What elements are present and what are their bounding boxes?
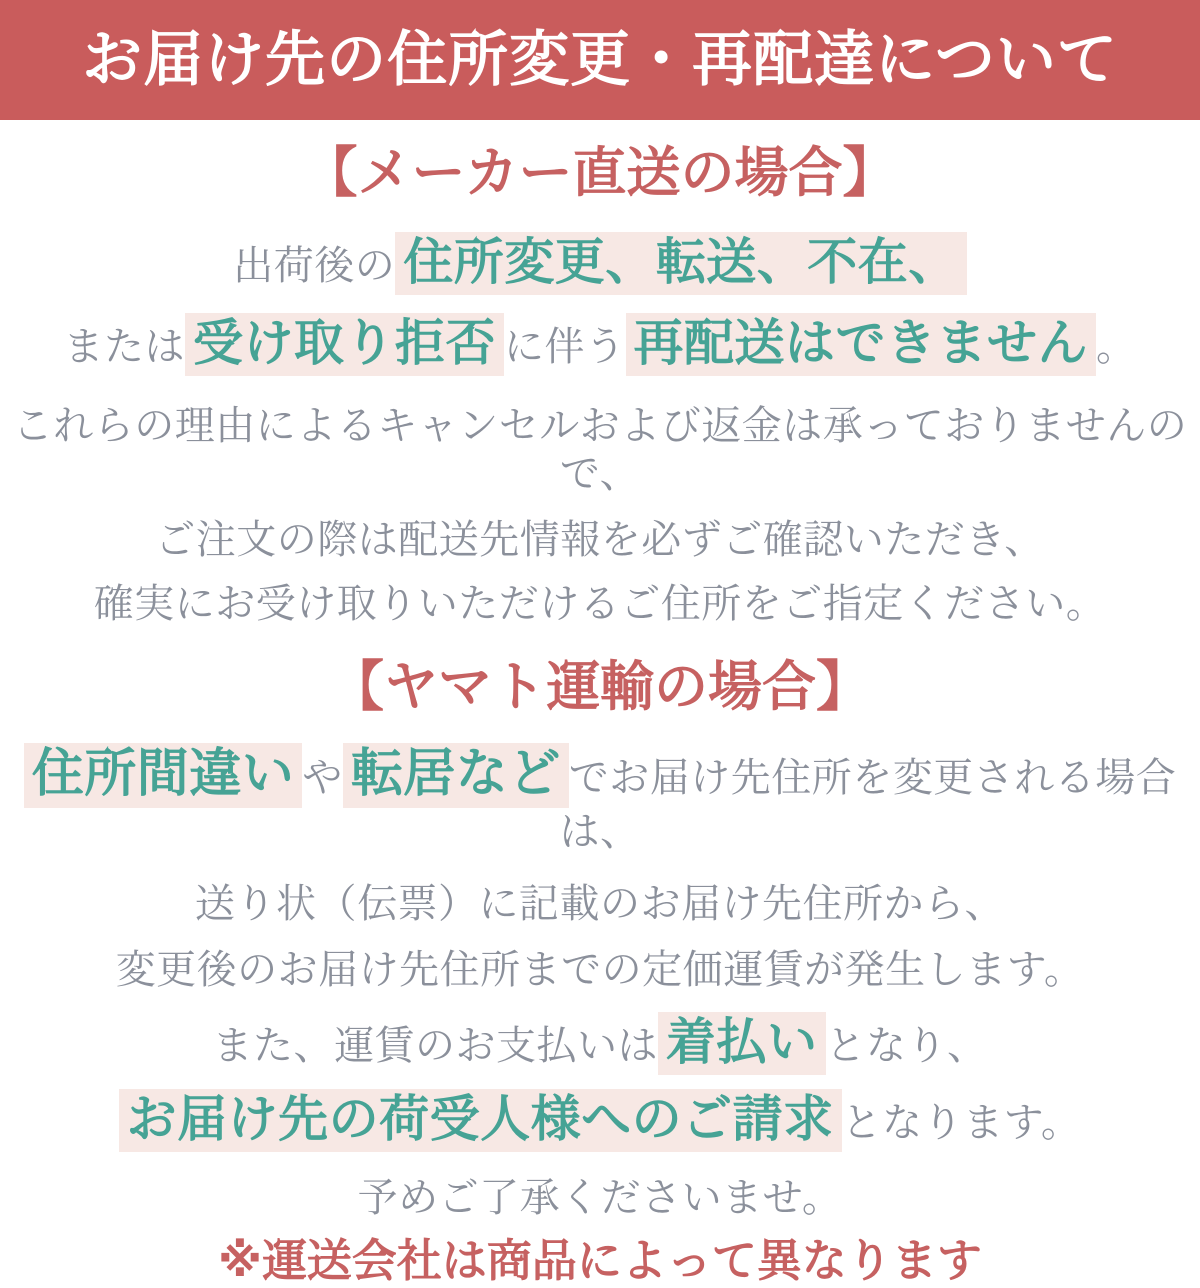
highlight-run: 再配送はできません	[626, 313, 1097, 376]
maker-line-confirm-info: ご注文の際は配送先情報を必ずご確認いただき、	[155, 517, 1045, 562]
yamato-line-freight-charge: 変更後のお届け先住所までの定価運賃が発生します。	[115, 948, 1085, 993]
page-title: お届け先の住所変更・再配達について	[82, 26, 1118, 93]
highlight-run: 着払い	[658, 1012, 826, 1075]
section-heading-maker-direct: 【メーカー直送の場合】	[303, 143, 897, 203]
text-run: または	[63, 324, 185, 369]
notice-body	[0, 140, 1200, 1288]
footnote-carrier-varies: ※運送会社は商品によって異なります	[218, 1235, 982, 1287]
maker-line-address-change	[0, 232, 1200, 295]
banner	[0, 0, 1200, 120]
text-run: でお届け先住所を変更される場合は、	[559, 756, 1177, 855]
text-run: また、運賃のお支払いは	[212, 1024, 658, 1069]
section-heading-yamato: 【ヤマト運輸の場合】	[330, 656, 870, 717]
yamato-line-wrong-address	[0, 743, 1200, 856]
yamato-line-invoice-address: 送り状（伝票）に記載のお届け先住所から、	[195, 882, 1005, 927]
highlight-run: 受け取り拒否	[185, 313, 504, 376]
highlight-run: 住所間違い	[24, 743, 303, 808]
text-run: となります。	[841, 1101, 1082, 1146]
yamato-line-cash-on-delivery	[0, 1012, 1200, 1075]
yamato-line-billed-to-recipient	[0, 1089, 1200, 1152]
maker-line-no-cancel-refund: これらの理由によるキャンセルおよび返金は承っておりませんので、	[12, 403, 1188, 496]
text-run: や	[302, 756, 343, 800]
text-run: 。	[1096, 324, 1137, 369]
maker-line-no-redelivery	[0, 313, 1200, 376]
highlight-run: 転居など	[343, 743, 569, 808]
maker-line-specify-address: 確実にお受け取りいただけるご住所をご指定ください。	[93, 581, 1107, 626]
highlight-run: お届け先の荷受人様へのご請求	[119, 1089, 842, 1152]
text-run: となり、	[825, 1024, 988, 1069]
highlight-run: 住所変更、転送、不在、	[395, 232, 967, 295]
yamato-line-understanding: 予めご了承くださいませ。	[357, 1176, 843, 1221]
text-run: 出荷後の	[233, 243, 396, 288]
text-run: に伴う	[504, 324, 626, 369]
